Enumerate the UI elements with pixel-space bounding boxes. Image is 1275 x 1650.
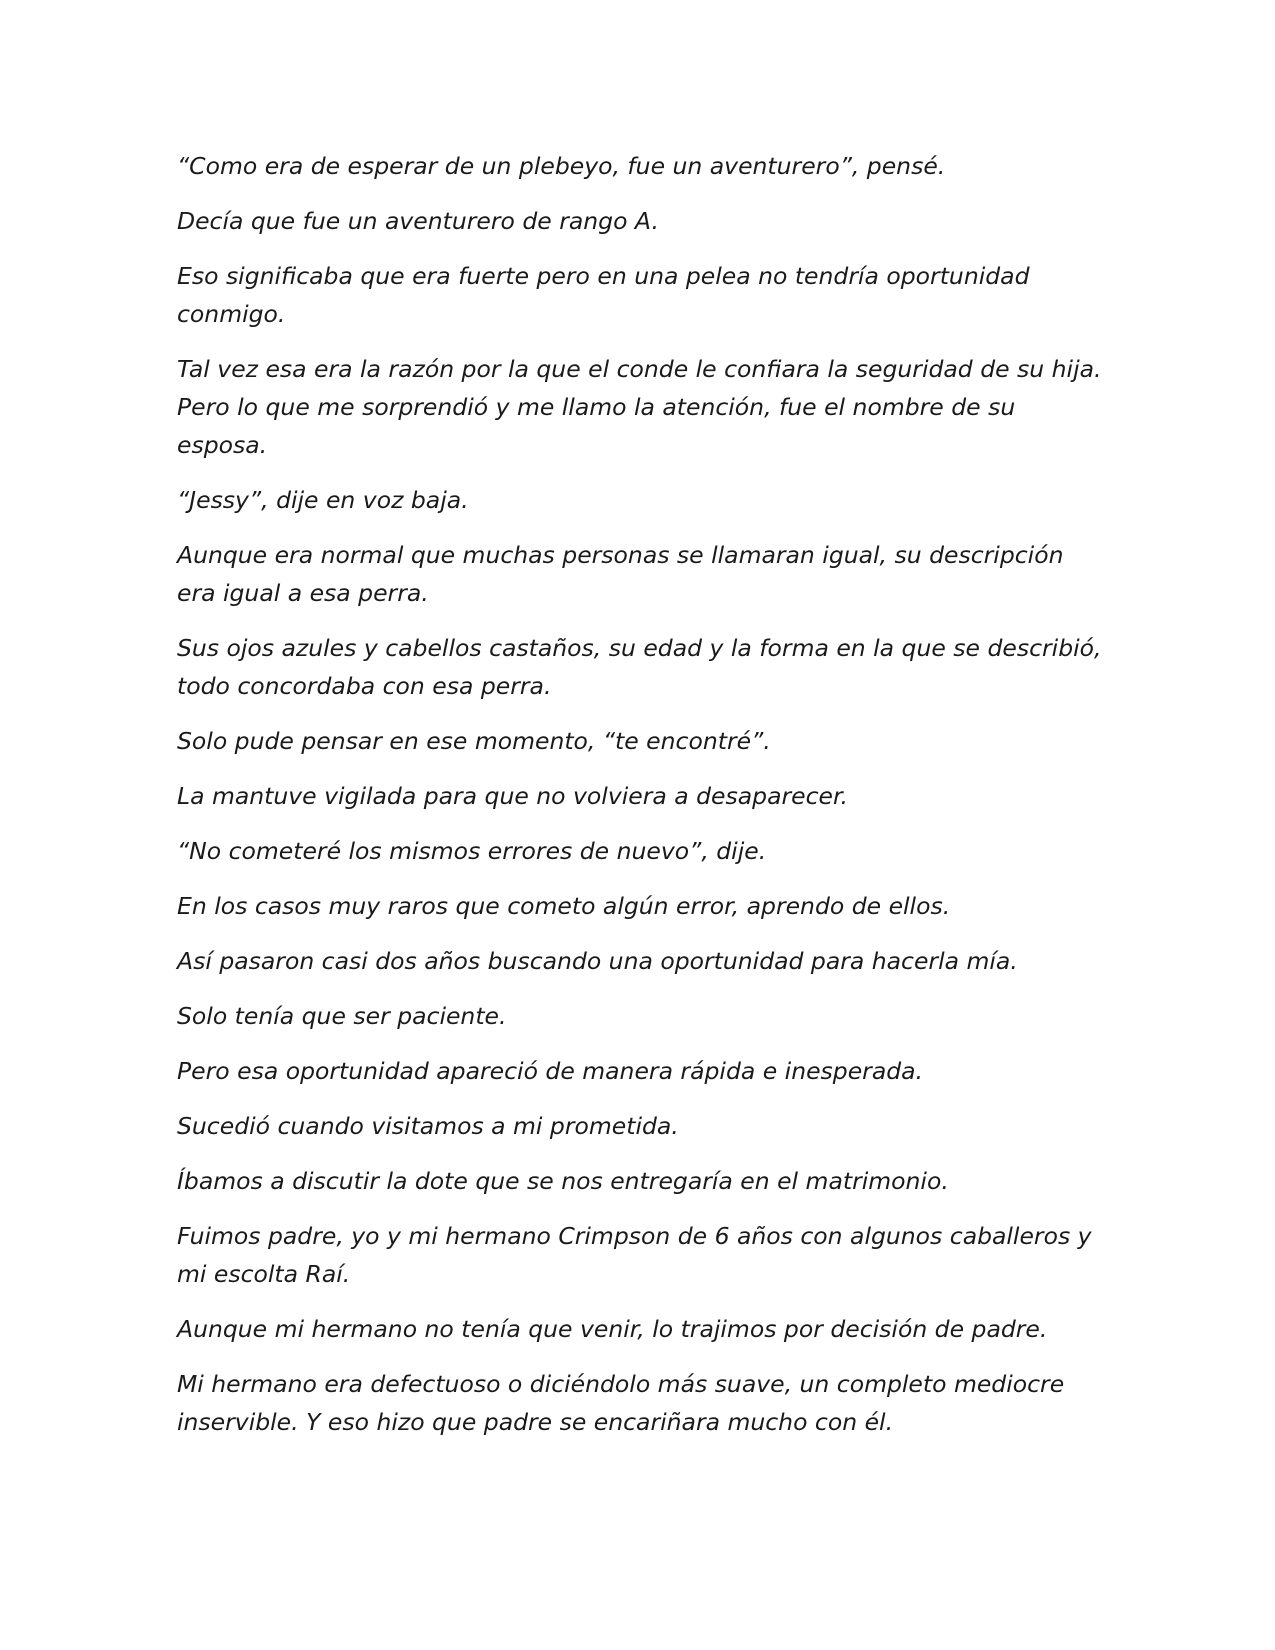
text-line: Sus ojos azules y cabellos castaños, su edad y la forma en la que se describió, (177, 634, 1102, 662)
paragraph (177, 942, 1107, 980)
paragraph (177, 1107, 1107, 1145)
paragraph (177, 257, 1107, 333)
paragraph (177, 481, 1107, 519)
text-line: todo concordaba con esa perra. (177, 672, 552, 700)
paragraph (177, 1052, 1107, 1090)
paragraph (177, 1310, 1107, 1348)
text-line: Pero lo que me sorprendió y me llamo la atención, fue el nombre de su (177, 393, 1016, 421)
text-line: Solo tenía que ser paciente. (177, 1002, 507, 1030)
paragraph (177, 777, 1107, 815)
text-line: La mantuve vigilada para que no volviera a desaparecer. (177, 782, 848, 810)
text-line: Aunque era normal que muchas personas se llamaran igual, su descripción (177, 541, 1064, 569)
paragraph (177, 1365, 1107, 1441)
text-body (177, 147, 1107, 1458)
text-line: En los casos muy raros que cometo algún error, aprendo de ellos. (177, 892, 951, 920)
text-line: Solo pude pensar en ese momento, “te encontré”. (177, 727, 771, 755)
paragraph (177, 1217, 1107, 1293)
paragraph (177, 1162, 1107, 1200)
paragraph (177, 832, 1107, 870)
text-line: Pero esa oportunidad apareció de manera rápida e inesperada. (177, 1057, 924, 1085)
text-line: Sucedió cuando visitamos a mi prometida. (177, 1112, 679, 1140)
text-line: Fuimos padre, yo y mi hermano Crimpson de 6 años con algunos caballeros y (177, 1222, 1092, 1250)
text-line: Decía que fue un aventurero de rango A. (177, 207, 659, 235)
text-line: esposa. (177, 431, 268, 459)
text-line: Tal vez esa era la razón por la que el conde le confiara la seguridad de su hija. (177, 355, 1102, 383)
text-line: Así pasaron casi dos años buscando una oportunidad para hacerla mía. (177, 947, 1018, 975)
text-line: inservible. Y eso hizo que padre se encariñara mucho con él. (177, 1408, 894, 1436)
text-line: Mi hermano era defectuoso o diciéndolo más suave, un completo mediocre (177, 1370, 1065, 1398)
paragraph (177, 202, 1107, 240)
text-line: “Como era de esperar de un plebeyo, fue un aventurero”, pensé. (177, 152, 946, 180)
paragraph (177, 629, 1107, 705)
text-line: Aunque mi hermano no tenía que venir, lo trajimos por decisión de padre. (177, 1315, 1048, 1343)
paragraph (177, 887, 1107, 925)
paragraph (177, 722, 1107, 760)
text-line: “No cometeré los mismos errores de nuevo”, dije. (177, 837, 767, 865)
text-line: mi escolta Raí. (177, 1260, 351, 1288)
text-line: conmigo. (177, 300, 286, 328)
paragraph (177, 147, 1107, 185)
text-line: “Jessy”, dije en voz baja. (177, 486, 469, 514)
paragraph (177, 536, 1107, 612)
paragraph (177, 997, 1107, 1035)
text-line: Eso significaba que era fuerte pero en una pelea no tendría oportunidad (177, 262, 1030, 290)
paragraph (177, 350, 1107, 464)
text-line: Íbamos a discutir la dote que se nos entregaría en el matrimonio. (177, 1167, 949, 1195)
text-line: era igual a esa perra. (177, 579, 429, 607)
